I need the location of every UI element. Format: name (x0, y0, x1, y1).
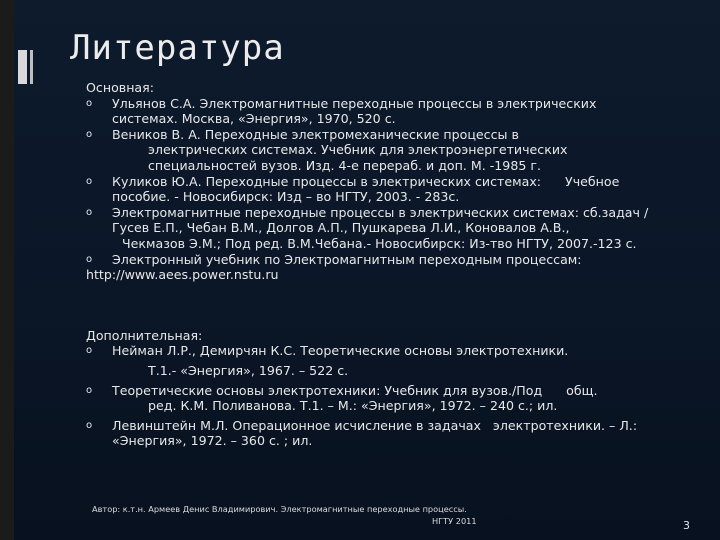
reference-item (86, 96, 686, 127)
reference-line: системах. Москва, «Энергия», 1970, 520 с. (112, 111, 396, 127)
reference-line: Т.1.- «Энергия», 1967. – 522 с. (148, 362, 349, 378)
reference-line: Веников В. А. Переходные электромеханические процессы в (112, 126, 519, 142)
page-number: 3 (683, 519, 690, 532)
reference-line: Гусев Е.П., Чебан В.М., Долгов А.П., Пушкарева Л.И., Коновалов А.В., (112, 220, 570, 236)
slide-title: Литература (70, 28, 285, 68)
footer-org-line: НГТУ 2011 (432, 516, 477, 526)
footer-author-line: Автор: к.т.н. Армеев Денис Владимирович. Электромагнитные переходные процессы. (92, 504, 467, 514)
title-accent-bar (18, 50, 27, 84)
reference-line: Чекмазов Э.М.; Под ред. В.М.Чебана.- Новосибирск: Из-тво НГТУ, 2007.-123 с. (122, 235, 637, 251)
reference-item (86, 127, 686, 174)
reference-item (86, 343, 686, 378)
bullet-icon: o (86, 253, 93, 265)
left-decorative-rail (0, 0, 14, 540)
reference-line: Левинштейн М.Л. Операционное исчисление в задачах электротехники. – Л.: (112, 417, 638, 433)
reference-line: Ульянов С.А. Электромагнитные переходные процессы в электрических (112, 95, 597, 111)
reference-url-link[interactable]: http://www.aees.power.nstu.ru (86, 267, 279, 283)
reference-line: Электромагнитные переходные процессы в электрических системах: сб.задач / (112, 204, 649, 220)
reference-line: Теоретические основы электротехники: Учебник для вузов./Под общ. (112, 382, 598, 398)
reference-line: специальностей вузов. Изд. 4-е перераб. и доп. М. -1985 г. (148, 157, 541, 173)
reference-item (86, 418, 686, 449)
reference-line: электрических системах. Учебник для электроэнергетических (148, 142, 568, 158)
reference-item (86, 205, 686, 252)
bullet-icon: o (86, 128, 93, 140)
reference-item (86, 252, 686, 268)
bullet-icon: o (86, 419, 93, 431)
reference-line: Нейман Л.Р., Демирчян К.С. Теоретические основы электротехники. (112, 343, 569, 359)
bullet-icon: o (86, 175, 93, 187)
main-section-heading: Основная: (86, 80, 154, 95)
bullet-icon: o (86, 97, 93, 109)
reference-item (86, 383, 686, 414)
extra-section-heading: Дополнительная: (86, 327, 203, 343)
references-content (86, 80, 686, 449)
bullet-icon: o (86, 206, 93, 218)
reference-item (86, 174, 686, 205)
slide-footer (92, 503, 512, 527)
reference-line: ред. К.М. Поливанова. Т.1. – М.: «Энергия», 1972. – 240 с.; ил. (148, 398, 558, 414)
reference-line: Электронный учебник по Электромагнитным переходным процессам: (112, 251, 582, 267)
bullet-icon: o (86, 345, 93, 357)
reference-line: пособие. - Новосибирск: Изд – во НГТУ, 2003. - 283с. (112, 189, 460, 205)
bullet-icon: o (86, 384, 93, 396)
reference-line: «Энергия», 1972. – 360 с. ; ил. (112, 433, 313, 449)
title-accent-bar-thin (30, 50, 33, 84)
reference-line: Куликов Ю.А. Переходные процессы в электрических системах: Учебное (112, 173, 620, 189)
